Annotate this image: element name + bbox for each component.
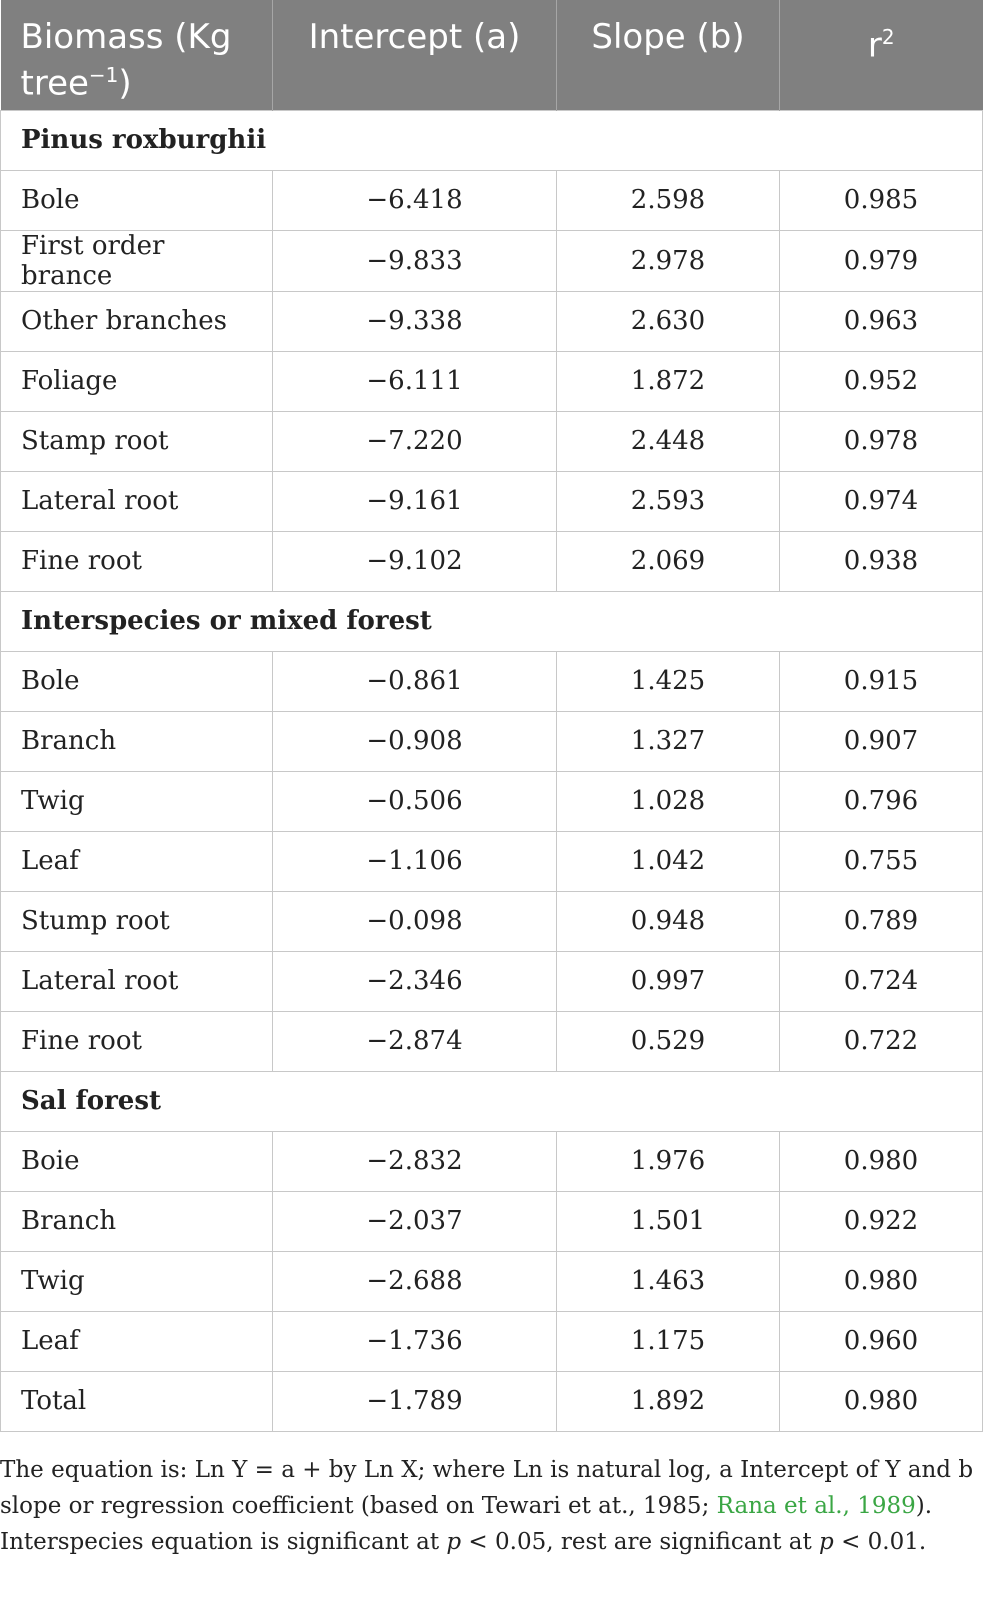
cell-intercept: −9.338 — [273, 291, 557, 351]
cell-biomass: Twig — [1, 1251, 273, 1311]
cell-biomass: Fine root — [1, 531, 273, 591]
cell-intercept: −0.908 — [273, 711, 557, 771]
table-footnote: The equation is: Ln Y = a + by Ln X; where Ln is natural log, a Intercept of Y and b slope or regression coefficient (based on Tewari et at., 1985; Rana et al., 1989). Interspecies equation is significant at p < 0.05, rest are significant at p < 0.01. — [0, 1457, 974, 1555]
cell-intercept: −2.874 — [273, 1011, 557, 1071]
table-row — [1, 230, 983, 291]
table-row — [1, 1251, 983, 1311]
cell-biomass: Boie — [1, 1131, 273, 1191]
cell-intercept: −9.102 — [273, 531, 557, 591]
header-slope: Slope (b) — [557, 0, 780, 110]
group-title: Sal forest — [1, 1071, 983, 1131]
cell-r2: 0.978 — [780, 411, 983, 471]
cell-biomass: Lateral root — [1, 951, 273, 1011]
table-row — [1, 1011, 983, 1071]
cell-r2: 0.755 — [780, 831, 983, 891]
cell-r2: 0.938 — [780, 531, 983, 591]
cell-r2: 0.963 — [780, 291, 983, 351]
cell-slope: 0.529 — [557, 1011, 780, 1071]
table-row — [1, 351, 983, 411]
cell-slope: 1.175 — [557, 1311, 780, 1371]
cell-intercept: −2.037 — [273, 1191, 557, 1251]
cell-biomass: Other branches — [1, 291, 273, 351]
cell-slope: 1.501 — [557, 1191, 780, 1251]
table-row — [1, 411, 983, 471]
cell-intercept: −1.736 — [273, 1311, 557, 1371]
cell-slope: 1.463 — [557, 1251, 780, 1311]
reference-link[interactable]: Rana et al., 1989 — [716, 1493, 916, 1519]
cell-biomass: Stamp root — [1, 411, 273, 471]
cell-slope: 2.593 — [557, 471, 780, 531]
group-header-row — [1, 591, 983, 651]
table-row — [1, 1191, 983, 1251]
header-r2: $r^2$ — [780, 0, 983, 110]
cell-intercept: −1.789 — [273, 1371, 557, 1431]
cell-r2: 0.980 — [780, 1131, 983, 1191]
cell-slope: 2.630 — [557, 291, 780, 351]
cell-intercept: −0.861 — [273, 651, 557, 711]
table-row — [1, 291, 983, 351]
cell-r2: 0.952 — [780, 351, 983, 411]
group-header-row — [1, 1071, 983, 1131]
cell-slope: 2.069 — [557, 531, 780, 591]
cell-slope: 2.978 — [557, 230, 780, 291]
cell-slope: 1.425 — [557, 651, 780, 711]
cell-biomass: Stump root — [1, 891, 273, 951]
cell-r2: 0.974 — [780, 471, 983, 531]
header-intercept: Intercept (a) — [273, 0, 557, 110]
cell-r2: 0.907 — [780, 711, 983, 771]
cell-intercept: −2.346 — [273, 951, 557, 1011]
cell-r2: 0.722 — [780, 1011, 983, 1071]
table-row — [1, 1131, 983, 1191]
cell-slope: 2.598 — [557, 170, 780, 230]
cell-intercept: −6.111 — [273, 351, 557, 411]
cell-r2: 0.980 — [780, 1251, 983, 1311]
cell-slope: 2.448 — [557, 411, 780, 471]
cell-intercept: −6.418 — [273, 170, 557, 230]
cell-biomass: Lateral root — [1, 471, 273, 531]
cell-r2: 0.980 — [780, 1371, 983, 1431]
table-row — [1, 891, 983, 951]
cell-slope: 1.042 — [557, 831, 780, 891]
cell-biomass: Total — [1, 1371, 273, 1431]
group-title: Pinus roxburghii — [1, 110, 983, 170]
cell-r2: 0.915 — [780, 651, 983, 711]
cell-intercept: −9.833 — [273, 230, 557, 291]
cell-intercept: −0.098 — [273, 891, 557, 951]
cell-slope: 0.997 — [557, 951, 780, 1011]
cell-slope: 1.976 — [557, 1131, 780, 1191]
table-row — [1, 531, 983, 591]
table-row — [1, 471, 983, 531]
group-title: Interspecies or mixed forest — [1, 591, 983, 651]
cell-r2: 0.960 — [780, 1311, 983, 1371]
table-row — [1, 1371, 983, 1431]
table-row — [1, 951, 983, 1011]
cell-biomass: Bole — [1, 170, 273, 230]
cell-biomass: Bole — [1, 651, 273, 711]
cell-slope: 0.948 — [557, 891, 780, 951]
cell-slope: 1.327 — [557, 711, 780, 771]
cell-r2: 0.724 — [780, 951, 983, 1011]
cell-biomass: Leaf — [1, 1311, 273, 1371]
table-row — [1, 831, 983, 891]
cell-slope: 1.872 — [557, 351, 780, 411]
cell-intercept: −9.161 — [273, 471, 557, 531]
table-body — [1, 110, 983, 1431]
cell-intercept: −2.832 — [273, 1131, 557, 1191]
cell-r2: 0.789 — [780, 891, 983, 951]
cell-intercept: −0.506 — [273, 771, 557, 831]
cell-biomass: First order brance — [1, 230, 273, 291]
cell-r2: 0.922 — [780, 1191, 983, 1251]
cell-r2: 0.979 — [780, 230, 983, 291]
cell-intercept: −1.106 — [273, 831, 557, 891]
table-row — [1, 771, 983, 831]
cell-biomass: Branch — [1, 1191, 273, 1251]
cell-r2: 0.796 — [780, 771, 983, 831]
cell-slope: 1.892 — [557, 1371, 780, 1431]
table-row — [1, 651, 983, 711]
cell-biomass: Branch — [1, 711, 273, 771]
cell-r2: 0.985 — [780, 170, 983, 230]
table-row — [1, 1311, 983, 1371]
cell-biomass: Leaf — [1, 831, 273, 891]
header-biomass: Biomass (Kg tree$^{-1}$) — [1, 0, 273, 110]
cell-biomass: Fine root — [1, 1011, 273, 1071]
cell-intercept: −7.220 — [273, 411, 557, 471]
cell-intercept: −2.688 — [273, 1251, 557, 1311]
cell-biomass: Twig — [1, 771, 273, 831]
cell-biomass: Foliage — [1, 351, 273, 411]
table-row — [1, 170, 983, 230]
cell-slope: 1.028 — [557, 771, 780, 831]
header-row — [1, 0, 983, 110]
group-header-row — [1, 110, 983, 170]
table-row — [1, 711, 983, 771]
